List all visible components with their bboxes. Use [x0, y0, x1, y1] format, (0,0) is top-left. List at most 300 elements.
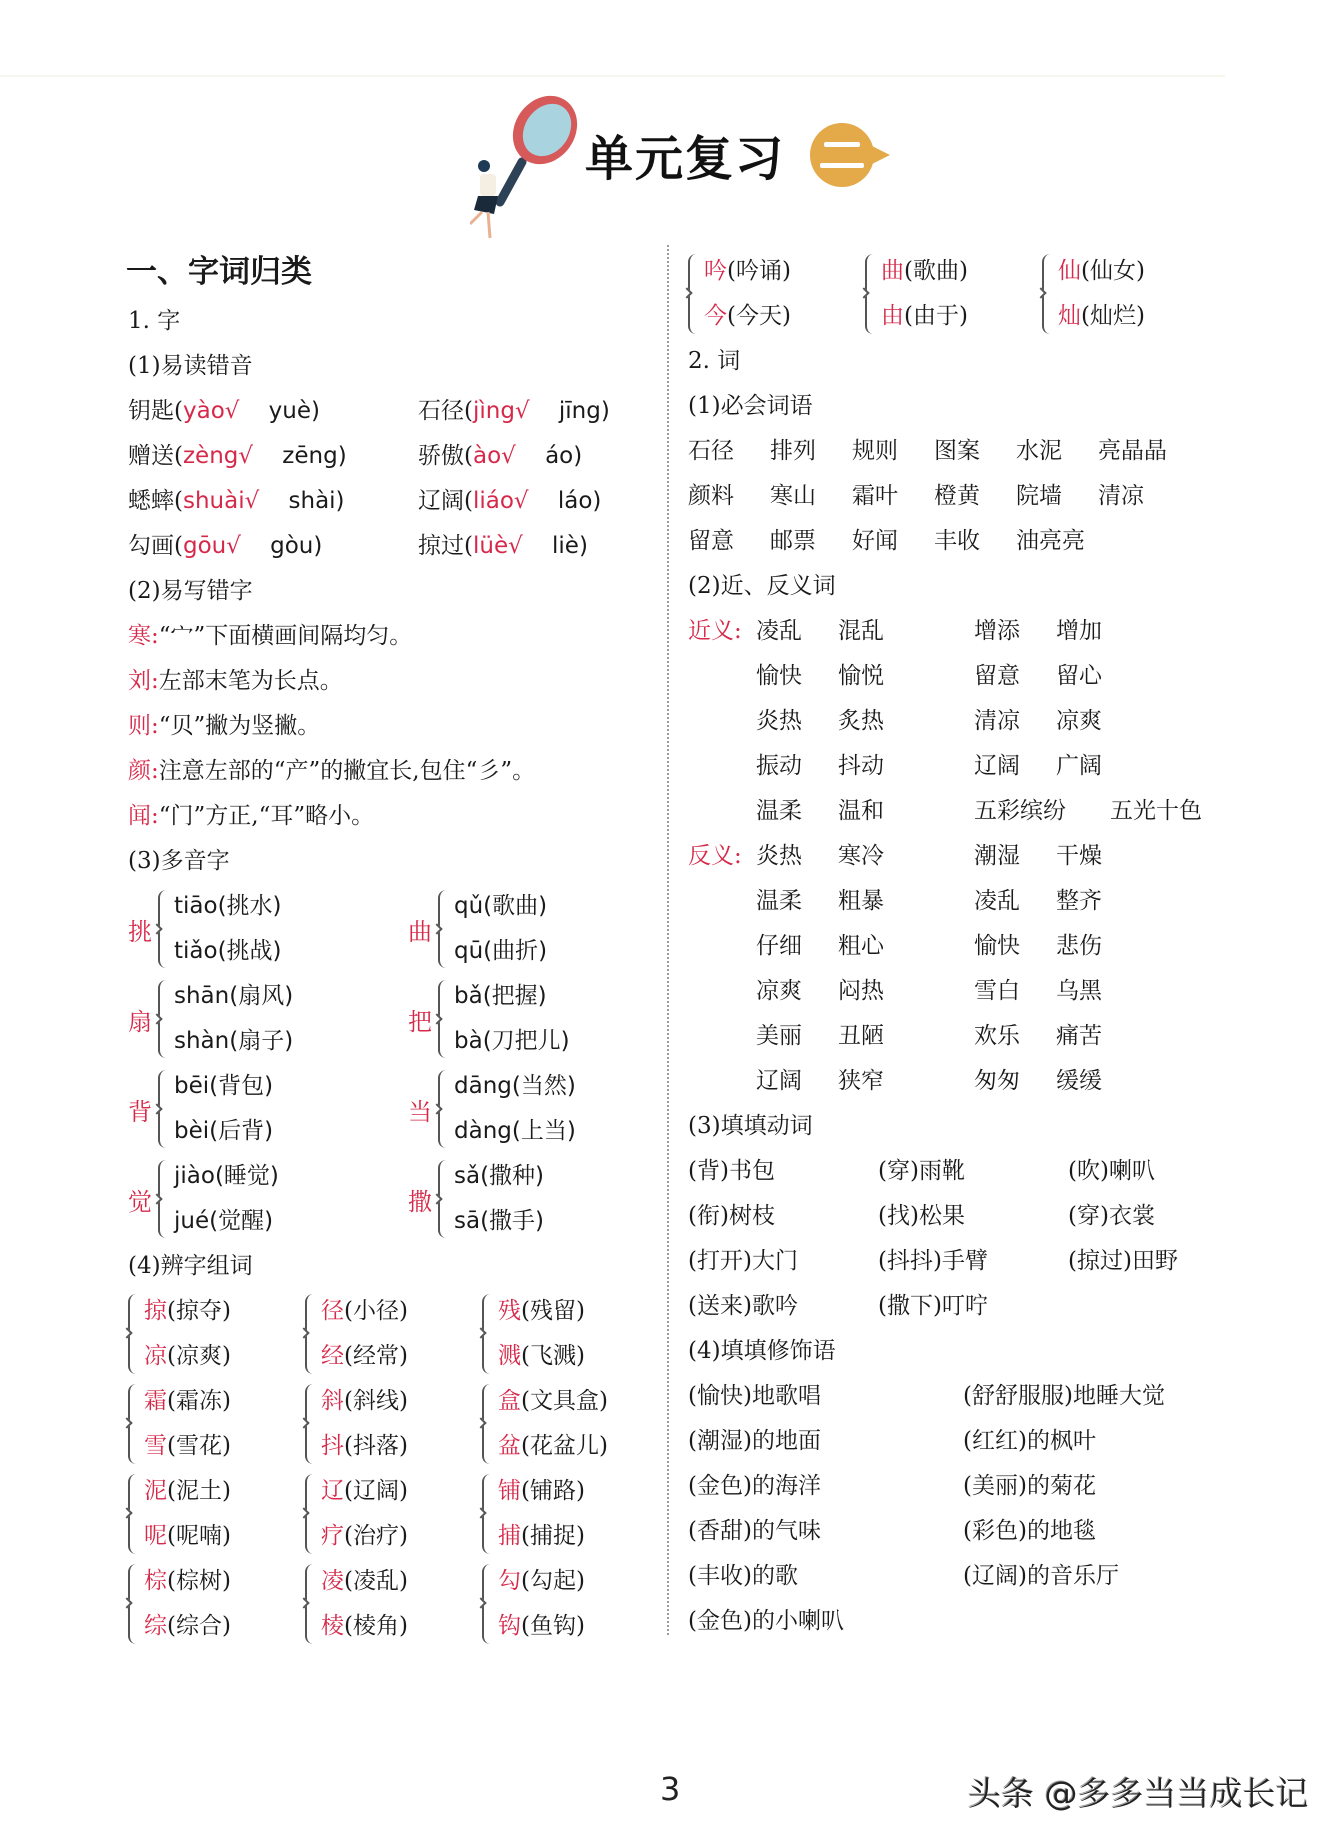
word: 掠过 — [418, 533, 464, 559]
phrase: (穿)衣裳 — [1068, 1203, 1155, 1229]
pronunciation-row: 赠送(zèng√ zēng) 骄傲(ào√ áo) — [128, 443, 583, 469]
phrase: (美丽)的菊花 — [963, 1473, 1096, 1499]
distinguish-group — [305, 1559, 482, 1649]
brace-icon — [438, 980, 450, 1058]
word: 辽阔 — [756, 1068, 802, 1094]
word: 石径 — [688, 438, 734, 464]
distinguish-group — [128, 1469, 305, 1559]
polyphonic-item — [408, 1064, 576, 1154]
modifier-row — [688, 1554, 1248, 1599]
polyphonic-item — [128, 1064, 408, 1154]
modifier-row — [688, 1599, 1248, 1644]
target-char: 盆 — [498, 1433, 521, 1459]
target-char: 钩 — [498, 1613, 521, 1639]
right-column — [688, 245, 1248, 1644]
distinguish-group — [128, 1379, 305, 1469]
antonym-label: 反义: — [688, 843, 742, 869]
phrase: (香甜)的气味 — [688, 1518, 821, 1544]
phrase: (找)松果 — [878, 1203, 965, 1229]
distinguish-group — [305, 1379, 482, 1469]
word: 振动 — [756, 753, 802, 779]
word: 美丽 — [756, 1023, 802, 1049]
reading: bà(刀把儿) — [454, 1028, 570, 1054]
word: 凌乱 — [974, 888, 1020, 914]
word: 留意 — [974, 663, 1020, 689]
polyphonic-char: 背 — [128, 1097, 152, 1126]
word: 五彩缤纷 — [974, 798, 1066, 824]
page-header — [470, 92, 890, 242]
polyphonic-item — [408, 884, 547, 974]
polyphonic-item — [128, 884, 408, 974]
phrase: (撒下)叮咛 — [878, 1293, 988, 1319]
target-char: 吟 — [704, 258, 727, 284]
target-char: 残 — [498, 1298, 521, 1324]
verbs-heading: (3)填填动词 — [688, 1113, 813, 1139]
distinguish-group — [128, 1289, 305, 1379]
distinguish-group — [305, 1469, 482, 1559]
phrase: (丰收)的歌 — [688, 1563, 798, 1589]
word: 闷热 — [838, 978, 884, 1004]
example-word: (花盆儿) — [521, 1433, 608, 1459]
word-row — [688, 519, 1248, 564]
word: 辽阔 — [974, 753, 1020, 779]
antonym-row — [688, 834, 1248, 879]
phrase: (红红)的枫叶 — [963, 1428, 1096, 1454]
brace-icon — [438, 890, 450, 968]
antonym-row — [688, 879, 1248, 924]
writing-note: “门”方正,“耳”略小。 — [158, 803, 375, 829]
example-word: (棕树) — [167, 1568, 231, 1594]
phrase: (彩色)的地毯 — [963, 1518, 1096, 1544]
verb-row — [688, 1194, 1248, 1239]
polyphonic-item — [408, 1154, 544, 1244]
synonym-list — [688, 609, 1248, 834]
example-word: (捕捉) — [521, 1523, 585, 1549]
reading: tiāo(挑水) — [174, 893, 282, 919]
word: 图案 — [934, 438, 980, 464]
reading: dāng(当然) — [454, 1073, 576, 1099]
example-word: (飞溅) — [521, 1343, 585, 1369]
reading: shàn(扇子) — [174, 1028, 294, 1054]
word: 愉快 — [756, 663, 802, 689]
target-char: 斜 — [321, 1388, 344, 1414]
brace-icon — [128, 1384, 140, 1464]
wrong-pinyin: jīng) — [558, 398, 610, 424]
target-char: 灿 — [1058, 303, 1081, 329]
word: 愉快 — [974, 933, 1020, 959]
synonym-row — [688, 699, 1248, 744]
distinguish-group — [482, 1289, 585, 1379]
distinguish-group — [482, 1559, 585, 1649]
word: 炎热 — [756, 708, 802, 734]
word: 匆匆 — [974, 1068, 1020, 1094]
reading: bèi(后背) — [174, 1118, 274, 1144]
word: 寒山 — [770, 483, 816, 509]
example-word: (呢喃) — [167, 1523, 231, 1549]
brace-icon — [158, 890, 170, 968]
synonym-row — [688, 609, 1248, 654]
writing-heading: (2)易写错字 — [128, 578, 253, 604]
correct-pinyin: zèng√ — [182, 443, 254, 469]
word: 仔细 — [756, 933, 802, 959]
phrase: (穿)雨靴 — [878, 1158, 965, 1184]
polyphonic-char: 当 — [408, 1097, 432, 1126]
word: 混乱 — [838, 618, 884, 644]
pronunciation-list — [128, 389, 658, 569]
example-word: (抖落) — [344, 1433, 408, 1459]
target-char: 曲 — [881, 258, 904, 284]
brace-icon — [305, 1384, 317, 1464]
word: 水泥 — [1016, 438, 1062, 464]
word: 乌黑 — [1056, 978, 1102, 1004]
writing-char: 则: — [128, 713, 159, 739]
word: 凉爽 — [1056, 708, 1102, 734]
writing-char: 刘: — [128, 668, 159, 694]
phrase: (打开)大门 — [688, 1248, 798, 1274]
magnifier-girl-icon — [470, 92, 580, 242]
antonym-row — [688, 924, 1248, 969]
distinguish-row — [128, 1379, 658, 1469]
brace-icon — [438, 1160, 450, 1238]
reading: bēi(背包) — [174, 1073, 274, 1099]
polyphonic-item — [128, 974, 408, 1064]
brace-icon — [865, 254, 877, 334]
example-word: (小径) — [344, 1298, 408, 1324]
example-word: (仙女) — [1081, 258, 1145, 284]
example-word: (由于) — [904, 303, 968, 329]
word: 整齐 — [1056, 888, 1102, 914]
word: 清凉 — [974, 708, 1020, 734]
correct-pinyin: lüè√ — [472, 533, 523, 559]
word: 五光十色 — [1110, 798, 1202, 824]
writing-note: 左部末笔为长点。 — [158, 668, 343, 694]
wrong-pinyin: zēng) — [282, 443, 347, 469]
example-word: (文具盒) — [521, 1388, 608, 1414]
brace-icon — [158, 1160, 170, 1238]
word: 亮晶晶 — [1098, 438, 1167, 464]
unit-number-badge — [800, 120, 900, 190]
reading: tiǎo(挑战) — [174, 938, 282, 964]
correct-pinyin: gōu√ — [182, 533, 241, 559]
word: 抖动 — [838, 753, 884, 779]
column-divider — [667, 245, 669, 1635]
example-word: (铺路) — [521, 1478, 585, 1504]
word: 潮湿 — [974, 843, 1020, 869]
example-word: (霜冻) — [167, 1388, 231, 1414]
phrase: (背)书包 — [688, 1158, 775, 1184]
target-char: 棕 — [144, 1568, 167, 1594]
modifiers-list — [688, 1374, 1248, 1644]
antonym-row — [688, 1014, 1248, 1059]
phrase: (愉快)地歌唱 — [688, 1383, 821, 1409]
writing-item — [128, 794, 658, 839]
must-know-heading: (1)必会词语 — [688, 393, 813, 419]
distinguish-group — [865, 249, 1042, 339]
wrong-pinyin: yuè) — [268, 398, 320, 424]
modifiers-heading: (4)填填修饰语 — [688, 1338, 836, 1364]
word: 石径 — [418, 398, 464, 424]
target-char: 勾 — [498, 1568, 521, 1594]
word: 欢乐 — [974, 1023, 1020, 1049]
example-word: (泥土) — [167, 1478, 231, 1504]
example-word: (综合) — [167, 1613, 231, 1639]
writing-item — [128, 704, 658, 749]
synonym-row — [688, 654, 1248, 699]
reading: dàng(上当) — [454, 1118, 576, 1144]
reading: jiào(睡觉) — [174, 1163, 279, 1189]
pronunciation-heading: (1)易读错音 — [128, 353, 253, 379]
example-word: (辽阔) — [344, 1478, 408, 1504]
phrase: (潮湿)的地面 — [688, 1428, 821, 1454]
word: 院墙 — [1016, 483, 1062, 509]
correct-pinyin: jìng√ — [472, 398, 530, 424]
example-word: (经常) — [344, 1343, 408, 1369]
antonym-row — [688, 1059, 1248, 1104]
brace-icon — [688, 254, 700, 334]
example-word: (凉爽) — [167, 1343, 231, 1369]
target-char: 经 — [321, 1343, 344, 1369]
word-row — [688, 474, 1248, 519]
distinguish-row-continued — [688, 249, 1248, 339]
writing-item — [128, 614, 658, 659]
polyphonic-char: 挑 — [128, 917, 152, 946]
polyphonic-row — [128, 884, 658, 974]
correct-pinyin: ào√ — [472, 443, 516, 469]
syn-ant-heading: (2)近、反义词 — [688, 573, 836, 599]
brace-icon — [128, 1294, 140, 1374]
example-word: (斜线) — [344, 1388, 408, 1414]
brace-icon — [438, 1070, 450, 1148]
brace-icon — [305, 1474, 317, 1554]
correct-pinyin: liáo√ — [472, 488, 529, 514]
reading: qū(曲折) — [454, 938, 548, 964]
page-title: 单元复习 — [585, 131, 786, 187]
modifier-row — [688, 1374, 1248, 1419]
target-char: 雪 — [144, 1433, 167, 1459]
word: 骄傲 — [418, 443, 464, 469]
target-char: 由 — [881, 303, 904, 329]
example-word: (歌曲) — [904, 258, 968, 284]
phrase: (辽阔)的音乐厅 — [963, 1563, 1119, 1589]
pronunciation-row: 蟋蟀(shuài√ shài) 辽阔(liáo√ láo) — [128, 488, 602, 514]
distinguish-group — [482, 1379, 608, 1469]
example-word: (掠夺) — [167, 1298, 231, 1324]
word: 粗暴 — [838, 888, 884, 914]
writing-item — [128, 659, 658, 704]
modifier-row — [688, 1419, 1248, 1464]
target-char: 今 — [704, 303, 727, 329]
watermark: 头条 @多多当当成长记 — [968, 1774, 1309, 1813]
example-word: (凌乱) — [344, 1568, 408, 1594]
phrase: (舒舒服服)地睡大觉 — [963, 1383, 1165, 1409]
target-char: 径 — [321, 1298, 344, 1324]
synonym-row — [688, 789, 1248, 834]
brace-icon — [1042, 254, 1054, 334]
word: 规则 — [852, 438, 898, 464]
brace-icon — [482, 1564, 494, 1644]
phrase: (掠过)田野 — [1068, 1248, 1178, 1274]
target-char: 综 — [144, 1613, 167, 1639]
word: 广阔 — [1056, 753, 1102, 779]
reading: jué(觉醒) — [174, 1208, 274, 1234]
target-char: 盒 — [498, 1388, 521, 1414]
example-word: (棱角) — [344, 1613, 408, 1639]
target-char: 辽 — [321, 1478, 344, 1504]
reading: bǎ(把握) — [454, 983, 547, 1009]
brace-icon — [128, 1474, 140, 1554]
word: 凉爽 — [756, 978, 802, 1004]
distinguish-heading: (4)辨字组词 — [128, 1253, 253, 1279]
example-word: (雪花) — [167, 1433, 231, 1459]
polyphonic-char: 扇 — [128, 1007, 152, 1036]
example-word: (治疗) — [344, 1523, 408, 1549]
word: 清凉 — [1098, 483, 1144, 509]
phrase: (衔)树枝 — [688, 1203, 775, 1229]
polyphonic-item — [128, 1154, 408, 1244]
distinguish-group — [128, 1559, 305, 1649]
example-word: (残留) — [521, 1298, 585, 1324]
writing-char: 颜: — [128, 758, 159, 784]
word: 丑陋 — [838, 1023, 884, 1049]
modifier-row — [688, 1464, 1248, 1509]
distinguish-row — [128, 1289, 658, 1379]
example-word: (勾起) — [521, 1568, 585, 1594]
phrase: (金色)的海洋 — [688, 1473, 821, 1499]
word: 好闻 — [852, 528, 898, 554]
word: 排列 — [770, 438, 816, 464]
pronunciation-row: 钥匙(yào√ yuè) 石径(jìng√ jīng) — [128, 398, 610, 424]
distinguish-group — [1042, 249, 1145, 339]
polyphonic-row — [128, 1064, 658, 1154]
word: 霜叶 — [852, 483, 898, 509]
chars-heading: 1. 字 — [128, 308, 181, 334]
synonym-label: 近义: — [688, 618, 742, 644]
word: 炙热 — [838, 708, 884, 734]
correct-pinyin: yào√ — [182, 398, 240, 424]
polyphonic-heading: (3)多音字 — [128, 848, 230, 874]
word: 痛苦 — [1056, 1023, 1102, 1049]
target-char: 掠 — [144, 1298, 167, 1324]
distinguish-group — [482, 1469, 585, 1559]
reading: sā(撒手) — [454, 1208, 545, 1234]
distinguish-list — [128, 1289, 658, 1649]
distinguish-row — [128, 1559, 658, 1649]
word: 增加 — [1056, 618, 1102, 644]
writing-list — [128, 614, 658, 839]
word: 愉悦 — [838, 663, 884, 689]
brace-icon — [158, 980, 170, 1058]
phrase: (金色)的小喇叭 — [688, 1608, 844, 1634]
distinguish-group — [305, 1289, 482, 1379]
writing-note: 注意左部的“产”的撇宜长,包住“彡”。 — [158, 758, 536, 784]
word: 狭窄 — [838, 1068, 884, 1094]
example-word: (鱼钩) — [521, 1613, 585, 1639]
words-heading: 2. 词 — [688, 348, 741, 374]
left-column — [128, 245, 658, 1649]
word-row — [688, 429, 1248, 474]
reading: shān(扇风) — [174, 983, 294, 1009]
example-word: (今天) — [727, 303, 791, 329]
word: 温柔 — [756, 798, 802, 824]
verb-row — [688, 1284, 1248, 1329]
polyphonic-char: 撒 — [408, 1187, 432, 1216]
target-char: 霜 — [144, 1388, 167, 1414]
example-word: (灿烂) — [1081, 303, 1145, 329]
target-char: 凌 — [321, 1568, 344, 1594]
modifier-row — [688, 1509, 1248, 1554]
word: 炎热 — [756, 843, 802, 869]
word: 邮票 — [770, 528, 816, 554]
target-char: 抖 — [321, 1433, 344, 1459]
word: 干燥 — [1056, 843, 1102, 869]
target-char: 疗 — [321, 1523, 344, 1549]
phrase: (吹)喇叭 — [1068, 1158, 1155, 1184]
antonym-row — [688, 969, 1248, 1014]
word: 留心 — [1056, 663, 1102, 689]
correct-pinyin: shuài√ — [182, 488, 260, 514]
target-char: 凉 — [144, 1343, 167, 1369]
word: 留意 — [688, 528, 734, 554]
target-char: 呢 — [144, 1523, 167, 1549]
word: 橙黄 — [934, 483, 980, 509]
target-char: 泥 — [144, 1478, 167, 1504]
brace-icon — [158, 1070, 170, 1148]
polyphonic-item — [408, 974, 570, 1064]
word: 增添 — [974, 618, 1020, 644]
word: 温柔 — [756, 888, 802, 914]
phrase: (抖抖)手臂 — [878, 1248, 988, 1274]
polyphonic-char: 觉 — [128, 1187, 152, 1216]
reading: qǔ(歌曲) — [454, 893, 548, 919]
brace-icon — [305, 1564, 317, 1644]
word: 颜料 — [688, 483, 734, 509]
brace-icon — [305, 1294, 317, 1374]
polyphonic-row — [128, 974, 658, 1064]
example-word: (吟诵) — [727, 258, 791, 284]
reading: sǎ(撒种) — [454, 1163, 545, 1189]
writing-note: “贝”撇为竖撇。 — [158, 713, 321, 739]
word: 钥匙 — [128, 398, 174, 424]
brace-icon — [482, 1384, 494, 1464]
word: 勾画 — [128, 533, 174, 559]
word: 温和 — [838, 798, 884, 824]
distinguish-group — [688, 249, 865, 339]
word: 粗心 — [838, 933, 884, 959]
target-char: 棱 — [321, 1613, 344, 1639]
word: 凌乱 — [756, 618, 802, 644]
verb-row — [688, 1239, 1248, 1284]
word: 悲伤 — [1056, 933, 1102, 959]
wrong-pinyin: liè) — [552, 533, 588, 559]
target-char: 捕 — [498, 1523, 521, 1549]
wrong-pinyin: shài) — [288, 488, 345, 514]
phrase: (送来)歌吟 — [688, 1293, 798, 1319]
word: 赠送 — [128, 443, 174, 469]
writing-note: “宀”下面横画间隔均匀。 — [158, 623, 413, 649]
brace-icon — [482, 1294, 494, 1374]
page-number: 3 — [660, 1770, 681, 1808]
antonym-list — [688, 834, 1248, 1104]
wrong-pinyin: gòu) — [270, 533, 323, 559]
word: 丰收 — [934, 528, 980, 554]
word: 雪白 — [974, 978, 1020, 1004]
word: 蟋蟀 — [128, 488, 174, 514]
distinguish-row — [128, 1469, 658, 1559]
pronunciation-row: 勾画(gōu√ gòu) 掠过(lüè√ liè) — [128, 533, 588, 559]
word: 寒冷 — [838, 843, 884, 869]
word: 油亮亮 — [1016, 528, 1085, 554]
wrong-pinyin: láo) — [557, 488, 602, 514]
